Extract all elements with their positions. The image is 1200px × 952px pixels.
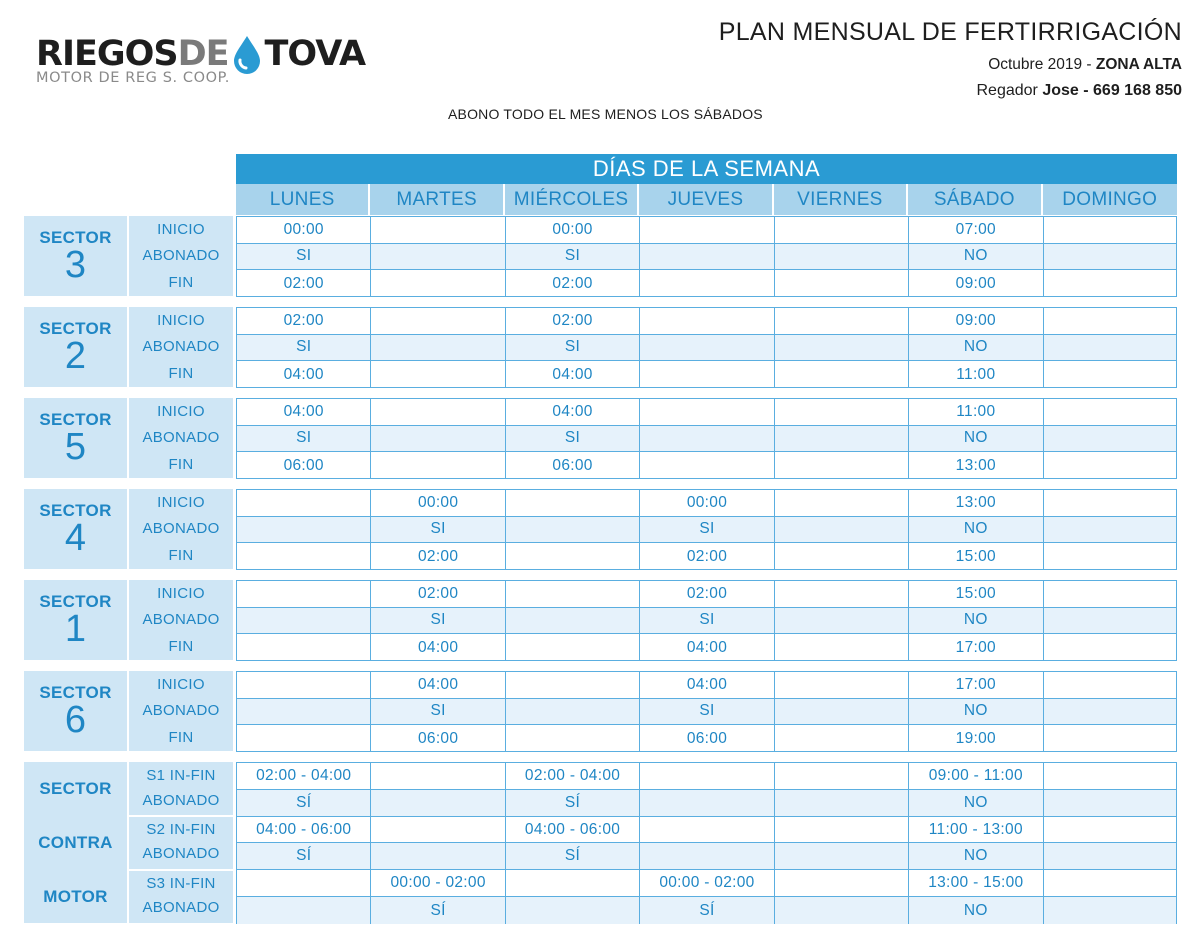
- table-row: [237, 426, 1176, 453]
- schedule-cell: SI: [371, 699, 505, 725]
- schedule-cell: [640, 763, 774, 789]
- sector-number: 5: [64, 426, 87, 468]
- table-row: [237, 725, 1176, 752]
- row-label: ABONADO: [142, 247, 220, 265]
- schedule-cell: 09:00 - 11:00: [909, 763, 1043, 789]
- schedule-cell: 06:00: [371, 725, 505, 752]
- schedule-cell: NO: [909, 699, 1043, 725]
- schedule-cell: 00:00 - 02:00: [640, 870, 774, 896]
- sector-number: 2: [64, 335, 87, 377]
- row-label: ABONADO: [142, 338, 220, 356]
- sector-word: SECTOR: [39, 228, 112, 247]
- schedule-cell: [237, 517, 371, 543]
- schedule-cell: 13:00 - 15:00: [909, 870, 1043, 896]
- sector-label: [24, 580, 127, 660]
- schedule-cell: 04:00: [506, 361, 640, 388]
- row-label: INICIO: [157, 493, 205, 511]
- schedule-cell: SI: [640, 608, 774, 634]
- table-row: [237, 843, 1176, 870]
- row-label: ABONADO: [142, 899, 220, 916]
- table-row: [237, 244, 1176, 271]
- sector-label: [24, 307, 127, 387]
- schedule-cell: [1044, 699, 1178, 725]
- schedule-cell: [506, 543, 640, 570]
- table-row: [237, 452, 1176, 479]
- row-label: S1 IN-FIN: [146, 767, 216, 784]
- schedule-cell: [1044, 308, 1178, 334]
- schedule-cell: NO: [909, 517, 1043, 543]
- day-monday: LUNES: [236, 184, 370, 215]
- schedule-cell: [775, 335, 909, 361]
- schedule-cell: [1044, 399, 1178, 425]
- day-wednesday: MIÉRCOLES: [505, 184, 639, 215]
- period-line: [988, 56, 1182, 74]
- table-row: [237, 308, 1176, 335]
- sector-label: [24, 489, 127, 569]
- day-sunday: DOMINGO: [1043, 184, 1177, 215]
- sector-grid: [236, 398, 1177, 479]
- schedule-cell: SI: [371, 608, 505, 634]
- table-row: [237, 608, 1176, 635]
- schedule-cell: 06:00: [506, 452, 640, 479]
- table-row: [237, 581, 1176, 608]
- sector-row-labels: [129, 580, 233, 660]
- schedule-cell: [506, 608, 640, 634]
- schedule-cell: NO: [909, 897, 1043, 924]
- schedule-cell: 00:00: [371, 490, 505, 516]
- day-tuesday: MARTES: [370, 184, 504, 215]
- logo-word-riegos: RIEGOS: [36, 34, 178, 74]
- row-label: ABONADO: [142, 520, 220, 538]
- schedule-cell: [1044, 870, 1178, 896]
- schedule-cell: [371, 308, 505, 334]
- sector-row-labels: [129, 671, 233, 751]
- row-label: FIN: [168, 547, 194, 565]
- schedule-cell: [506, 870, 640, 896]
- day-friday: VIERNES: [774, 184, 908, 215]
- schedule-cell: [237, 699, 371, 725]
- table-row: [237, 335, 1176, 362]
- schedule-cell: [371, 244, 505, 270]
- schedule-cell: [506, 699, 640, 725]
- sector-grid: [236, 216, 1177, 297]
- sector-grid: [236, 671, 1177, 752]
- sector-label: [24, 216, 127, 296]
- schedule-cell: [371, 335, 505, 361]
- row-label: INICIO: [157, 584, 205, 602]
- schedule-cell: [237, 581, 371, 607]
- table-row: [237, 634, 1176, 661]
- schedule-cell: [775, 699, 909, 725]
- schedule-cell: 13:00: [909, 490, 1043, 516]
- row-label: ABONADO: [142, 702, 220, 720]
- schedule-cell: 15:00: [909, 543, 1043, 570]
- schedule-cell: SI: [237, 244, 371, 270]
- schedule-cell: [506, 634, 640, 661]
- schedule-cell: [775, 843, 909, 869]
- schedule-cell: [775, 897, 909, 924]
- schedule-cell: [640, 244, 774, 270]
- schedule-cell: SI: [506, 426, 640, 452]
- day-thursday: JUEVES: [639, 184, 773, 215]
- row-label: ABONADO: [142, 611, 220, 629]
- schedule-cell: 06:00: [237, 452, 371, 479]
- schedule-cell: [775, 763, 909, 789]
- schedule-cell: NO: [909, 244, 1043, 270]
- schedule-cell: [237, 608, 371, 634]
- schedule-cell: [775, 452, 909, 479]
- schedule-cell: [640, 308, 774, 334]
- schedule-cell: SI: [506, 335, 640, 361]
- schedule-cell: [237, 490, 371, 516]
- schedule-cell: [775, 672, 909, 698]
- schedule-cell: [506, 725, 640, 752]
- sector-row-labels: [129, 307, 233, 387]
- regador-contact: Jose - 669 168 850: [1042, 82, 1182, 99]
- water-drop-icon: [231, 34, 263, 74]
- schedule-cell: [1044, 843, 1178, 869]
- schedule-cell: 00:00: [237, 217, 371, 243]
- schedule-cell: [775, 270, 909, 297]
- schedule-cell: [775, 517, 909, 543]
- schedule-cell: 09:00: [909, 308, 1043, 334]
- schedule-cell: [1044, 244, 1178, 270]
- schedule-cell: 17:00: [909, 672, 1043, 698]
- schedule-cell: [775, 361, 909, 388]
- schedule-cell: [775, 790, 909, 816]
- schedule-cell: [640, 790, 774, 816]
- schedule-cell: [506, 581, 640, 607]
- schedule-cell: [775, 608, 909, 634]
- schedule-cell: 04:00: [237, 361, 371, 388]
- schedule-cell: [1044, 270, 1178, 297]
- row-label: FIN: [168, 729, 194, 747]
- row-label: INICIO: [157, 220, 205, 238]
- logo-word-tova: TOVA: [264, 34, 366, 74]
- table-row: [237, 870, 1176, 897]
- schedule-cell: [1044, 672, 1178, 698]
- table-row: [237, 672, 1176, 699]
- schedule-cell: [775, 817, 909, 843]
- period-text: Octubre 2019 -: [988, 56, 1092, 73]
- sector-word: SECTOR: [39, 319, 112, 338]
- schedule-cell: 04:00: [371, 672, 505, 698]
- sector-number: 1: [64, 608, 87, 650]
- schedule-cell: 04:00 - 06:00: [237, 817, 371, 843]
- schedule-cell: 02:00 - 04:00: [506, 763, 640, 789]
- schedule-cell: [1044, 543, 1178, 570]
- sector-number: 4: [64, 517, 87, 559]
- schedule-cell: [1044, 634, 1178, 661]
- schedule-cell: [371, 817, 505, 843]
- schedule-cell: SI: [237, 335, 371, 361]
- schedule-cell: 02:00: [506, 308, 640, 334]
- schedule-cell: NO: [909, 790, 1043, 816]
- schedule-cell: SI: [640, 699, 774, 725]
- contra-motor-pair-1: [129, 762, 233, 815]
- schedule-cell: [1044, 581, 1178, 607]
- schedule-note: ABONO TODO EL MES MENOS LOS SÁBADOS: [448, 106, 763, 122]
- table-row: [237, 361, 1176, 388]
- schedule-cell: 15:00: [909, 581, 1043, 607]
- table-row: [237, 817, 1176, 844]
- schedule-cell: SÍ: [237, 790, 371, 816]
- schedule-cell: [371, 790, 505, 816]
- schedule-cell: [1044, 897, 1178, 924]
- schedule-cell: [1044, 817, 1178, 843]
- schedule-cell: [1044, 763, 1178, 789]
- row-label: FIN: [168, 456, 194, 474]
- contra-motor-pair-2: [129, 817, 233, 869]
- schedule-cell: [775, 217, 909, 243]
- row-label: S3 IN-FIN: [146, 875, 216, 892]
- sector-grid: [236, 580, 1177, 661]
- schedule-cell: SÍ: [237, 843, 371, 869]
- schedule-cell: 02:00: [640, 581, 774, 607]
- schedule-cell: 02:00: [237, 270, 371, 297]
- schedule-cell: 11:00 - 13:00: [909, 817, 1043, 843]
- schedule-cell: [371, 270, 505, 297]
- schedule-cell: [640, 361, 774, 388]
- schedule-cell: [775, 543, 909, 570]
- sector-label: [24, 398, 127, 478]
- schedule-cell: [1044, 790, 1178, 816]
- row-label: INICIO: [157, 402, 205, 420]
- schedule-cell: [506, 490, 640, 516]
- schedule-cell: [371, 452, 505, 479]
- schedule-cell: [1044, 490, 1178, 516]
- schedule-cell: 04:00: [640, 634, 774, 661]
- schedule-cell: 00:00 - 02:00: [371, 870, 505, 896]
- schedule-cell: 04:00: [371, 634, 505, 661]
- schedule-cell: [775, 725, 909, 752]
- schedule-cell: [775, 634, 909, 661]
- schedule-cell: NO: [909, 843, 1043, 869]
- schedule-cell: 11:00: [909, 399, 1043, 425]
- schedule-cell: 17:00: [909, 634, 1043, 661]
- schedule-cell: 02:00 - 04:00: [237, 763, 371, 789]
- days-banner: DÍAS DE LA SEMANA: [236, 154, 1177, 184]
- table-row: [237, 517, 1176, 544]
- schedule-cell: 04:00: [506, 399, 640, 425]
- schedule-cell: [775, 399, 909, 425]
- sector-row-labels: [129, 489, 233, 569]
- schedule-cell: 19:00: [909, 725, 1043, 752]
- schedule-cell: [506, 897, 640, 924]
- schedule-cell: SI: [237, 426, 371, 452]
- schedule-cell: NO: [909, 426, 1043, 452]
- row-label: INICIO: [157, 675, 205, 693]
- schedule-cell: 00:00: [506, 217, 640, 243]
- schedule-cell: [1044, 361, 1178, 388]
- zone-text: ZONA ALTA: [1095, 56, 1182, 73]
- table-row: [237, 699, 1176, 726]
- row-label: ABONADO: [142, 792, 220, 809]
- schedule-cell: SÍ: [371, 897, 505, 924]
- schedule-cell: [371, 426, 505, 452]
- schedule-cell: [237, 634, 371, 661]
- schedule-cell: [1044, 725, 1178, 752]
- schedule-cell: [371, 361, 505, 388]
- brand-logo: [36, 26, 436, 96]
- logo-wordmark: [36, 34, 365, 74]
- schedule-cell: 04:00: [237, 399, 371, 425]
- schedule-cell: 02:00: [371, 543, 505, 570]
- sector-word: SECTOR: [39, 683, 112, 702]
- schedule-cell: 02:00: [371, 581, 505, 607]
- schedule-cell: 04:00 - 06:00: [506, 817, 640, 843]
- schedule-cell: [371, 399, 505, 425]
- schedule-cell: [775, 426, 909, 452]
- schedule-cell: NO: [909, 608, 1043, 634]
- table-row: [237, 399, 1176, 426]
- schedule-cell: [506, 672, 640, 698]
- schedule-cell: [1044, 217, 1178, 243]
- row-label: S2 IN-FIN: [146, 821, 216, 838]
- schedule-cell: SI: [640, 517, 774, 543]
- schedule-cell: 11:00: [909, 361, 1043, 388]
- contra-motor-label-3: MOTOR: [43, 887, 108, 906]
- schedule-cell: [775, 870, 909, 896]
- schedule-cell: [237, 870, 371, 896]
- contra-motor-grid: [236, 762, 1177, 924]
- regador-label: Regador: [976, 82, 1038, 99]
- schedule-cell: [640, 217, 774, 243]
- schedule-cell: [640, 270, 774, 297]
- schedule-cell: [640, 399, 774, 425]
- contra-motor-pair-3: [129, 871, 233, 923]
- table-row: [237, 763, 1176, 790]
- table-row: [237, 543, 1176, 570]
- schedule-cell: 04:00: [640, 672, 774, 698]
- table-row: [237, 270, 1176, 297]
- schedule-cell: [237, 897, 371, 924]
- row-label: ABONADO: [142, 429, 220, 447]
- contra-motor-label: [24, 762, 127, 923]
- sector-grid: [236, 489, 1177, 570]
- schedule-cell: 02:00: [506, 270, 640, 297]
- schedule-cell: [237, 672, 371, 698]
- schedule-cell: NO: [909, 335, 1043, 361]
- contra-motor-label-2: CONTRA: [38, 833, 113, 852]
- day-saturday: SÁBADO: [908, 184, 1042, 215]
- schedule-cell: 07:00: [909, 217, 1043, 243]
- sector-row-labels: [129, 398, 233, 478]
- schedule-cell: 13:00: [909, 452, 1043, 479]
- schedule-cell: SÍ: [640, 897, 774, 924]
- schedule-cell: [371, 217, 505, 243]
- table-row: [237, 217, 1176, 244]
- sector-word: SECTOR: [39, 501, 112, 520]
- schedule-cell: [640, 452, 774, 479]
- schedule-cell: 09:00: [909, 270, 1043, 297]
- schedule-cell: [640, 843, 774, 869]
- schedule-cell: [640, 335, 774, 361]
- schedule-cell: 00:00: [640, 490, 774, 516]
- schedule-cell: [1044, 426, 1178, 452]
- regador-line: [977, 82, 1183, 100]
- table-row: [237, 790, 1176, 817]
- sector-word: SECTOR: [39, 592, 112, 611]
- schedule-cell: [775, 581, 909, 607]
- page-title: PLAN MENSUAL DE FERTIRRIGACIÓN: [718, 18, 1182, 46]
- schedule-cell: [775, 244, 909, 270]
- contra-motor-label-1: SECTOR: [39, 779, 112, 798]
- schedule-cell: [1044, 608, 1178, 634]
- schedule-cell: [640, 426, 774, 452]
- schedule-cell: [237, 725, 371, 752]
- schedule-cell: [1044, 335, 1178, 361]
- sector-number: 6: [64, 699, 87, 741]
- sector-row-labels: [129, 216, 233, 296]
- row-label: FIN: [168, 638, 194, 656]
- row-label: FIN: [168, 365, 194, 383]
- sector-word: SECTOR: [39, 410, 112, 429]
- logo-subtitle: MOTOR DE REG S. COOP.: [36, 70, 230, 86]
- table-row: [237, 490, 1176, 517]
- schedule-cell: [1044, 517, 1178, 543]
- schedule-cell: [371, 843, 505, 869]
- row-label: INICIO: [157, 311, 205, 329]
- logo-word-de: DE: [177, 34, 229, 74]
- schedule-cell: 02:00: [640, 543, 774, 570]
- row-label: ABONADO: [142, 845, 220, 862]
- schedule-cell: SI: [506, 244, 640, 270]
- schedule-cell: [506, 517, 640, 543]
- schedule-cell: [775, 490, 909, 516]
- schedule-cell: [1044, 452, 1178, 479]
- row-label: FIN: [168, 274, 194, 292]
- schedule-cell: [371, 763, 505, 789]
- sector-grid: [236, 307, 1177, 388]
- schedule-cell: [640, 817, 774, 843]
- days-header-row: [236, 184, 1177, 215]
- schedule-cell: 02:00: [237, 308, 371, 334]
- schedule-cell: [775, 308, 909, 334]
- schedule-cell: SÍ: [506, 843, 640, 869]
- contra-motor-row-labels: [129, 762, 233, 923]
- schedule-cell: SI: [371, 517, 505, 543]
- table-row: [237, 897, 1176, 924]
- sector-number: 3: [64, 244, 87, 286]
- schedule-cell: [237, 543, 371, 570]
- schedule-cell: 06:00: [640, 725, 774, 752]
- schedule-cell: SÍ: [506, 790, 640, 816]
- sector-label: [24, 671, 127, 751]
